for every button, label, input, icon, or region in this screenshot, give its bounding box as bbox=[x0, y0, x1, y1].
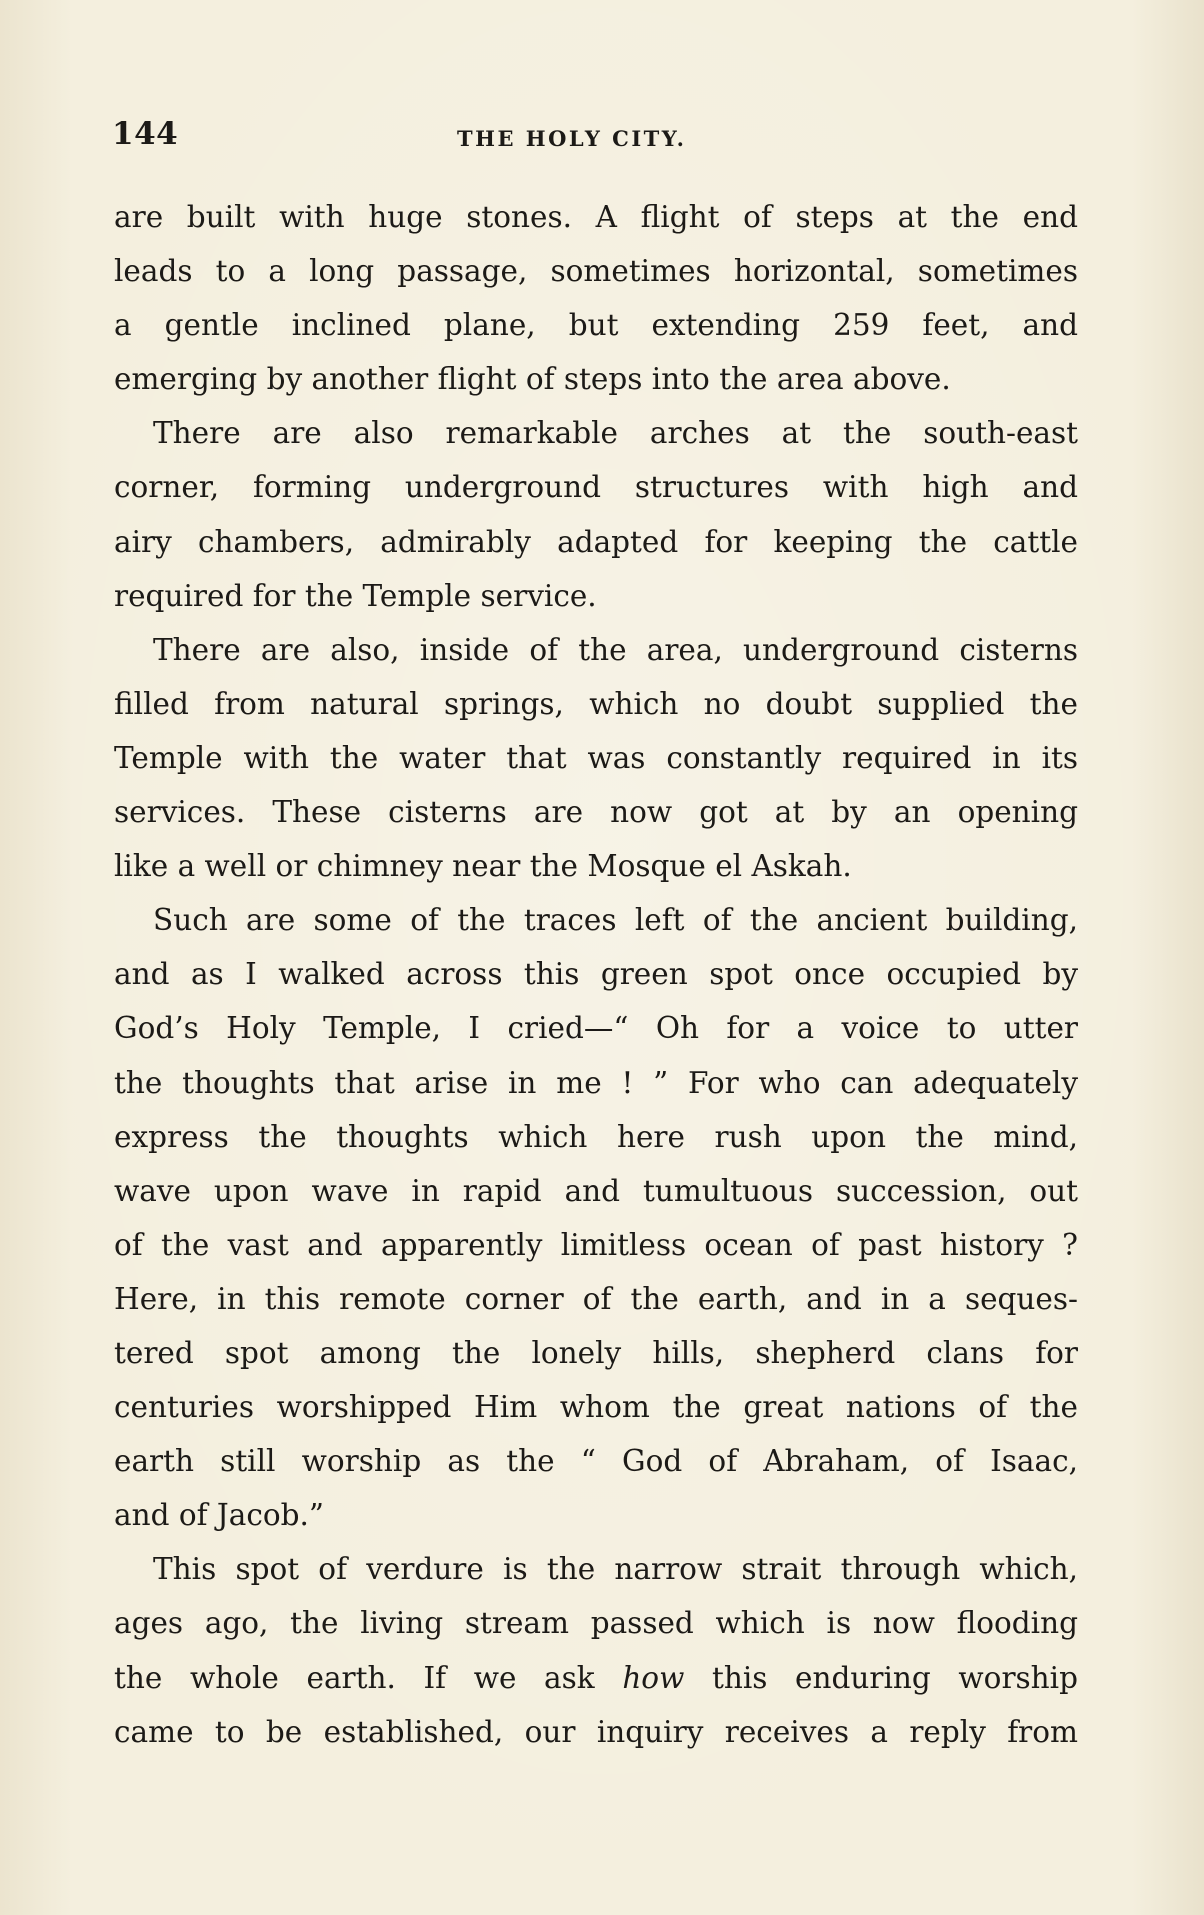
text-line: and as I walked across this green spot once occupied by bbox=[114, 957, 1078, 992]
text-line: earth still worship as the “ God of Abraham, of Isaac, bbox=[114, 1444, 1078, 1479]
paragraph-first-line: There are also remarkable arches at the south-east bbox=[153, 416, 1078, 451]
text-line: came to be established, our inquiry receives a reply from bbox=[114, 1714, 1078, 1749]
text-line: of the vast and apparently limitless ocean of past history ? bbox=[114, 1227, 1078, 1262]
text-line: tered spot among the lonely hills, shepherd clans for bbox=[114, 1335, 1078, 1370]
text-line: wave upon wave in rapid and tumultuous succession, out bbox=[114, 1173, 1078, 1208]
paragraph-end-line: and of Jacob.” bbox=[114, 1498, 324, 1533]
text-line: filled from natural springs, which no doubt supplied the bbox=[114, 686, 1078, 721]
running-head bbox=[112, 116, 1077, 156]
text-line: a gentle inclined plane, but extending 259 feet, and bbox=[114, 308, 1078, 343]
text-line: God’s Holy Temple, I cried—“ Oh for a voice to utter bbox=[114, 1011, 1078, 1046]
body-text bbox=[114, 190, 1078, 1759]
text-line: corner, forming underground structures with high and bbox=[114, 470, 1078, 505]
text-line: Temple with the water that was constantly required in its bbox=[114, 740, 1078, 775]
paragraph-first-line: This spot of verdure is the narrow strait through which, bbox=[153, 1552, 1078, 1587]
paragraph-first-line: There are also, inside of the area, underground cisterns bbox=[153, 632, 1078, 667]
text-line: services. These cisterns are now got at by an opening bbox=[114, 795, 1078, 830]
italic-word: how bbox=[622, 1660, 685, 1695]
text-line: express the thoughts which here rush upon the mind, bbox=[114, 1119, 1078, 1154]
text-line: ages ago, the living stream passed which is now flooding bbox=[114, 1606, 1078, 1641]
text-segment: this enduring worship bbox=[684, 1660, 1078, 1695]
text-line: are built with huge stones. A flight of steps at the end bbox=[114, 200, 1078, 234]
paragraph-end-line: required for the Temple service. bbox=[114, 578, 597, 613]
text-line: leads to a long passage, sometimes horizontal, sometimes bbox=[114, 254, 1078, 289]
running-title: THE HOLY CITY. bbox=[457, 126, 687, 151]
paragraph-end-line: like a well or chimney near the Mosque el Askah. bbox=[114, 849, 852, 884]
text-line: centuries worshipped Him whom the great nations of the bbox=[114, 1390, 1078, 1425]
paragraph-first-line: Such are some of the traces left of the ancient building, bbox=[153, 903, 1078, 938]
text-segment: the whole earth. If we ask bbox=[114, 1660, 623, 1695]
paragraph-end-line: emerging by another flight of steps into the area above. bbox=[114, 362, 951, 397]
text-line: the thoughts that arise in me ! ” For who can adequately bbox=[114, 1065, 1078, 1100]
text-line: Here, in this remote corner of the earth, and in a seques- bbox=[114, 1281, 1078, 1316]
page-number: 144 bbox=[112, 116, 179, 152]
text-line-with-italic bbox=[114, 1651, 1078, 1705]
text-line: airy chambers, admirably adapted for keeping the cattle bbox=[114, 524, 1078, 559]
